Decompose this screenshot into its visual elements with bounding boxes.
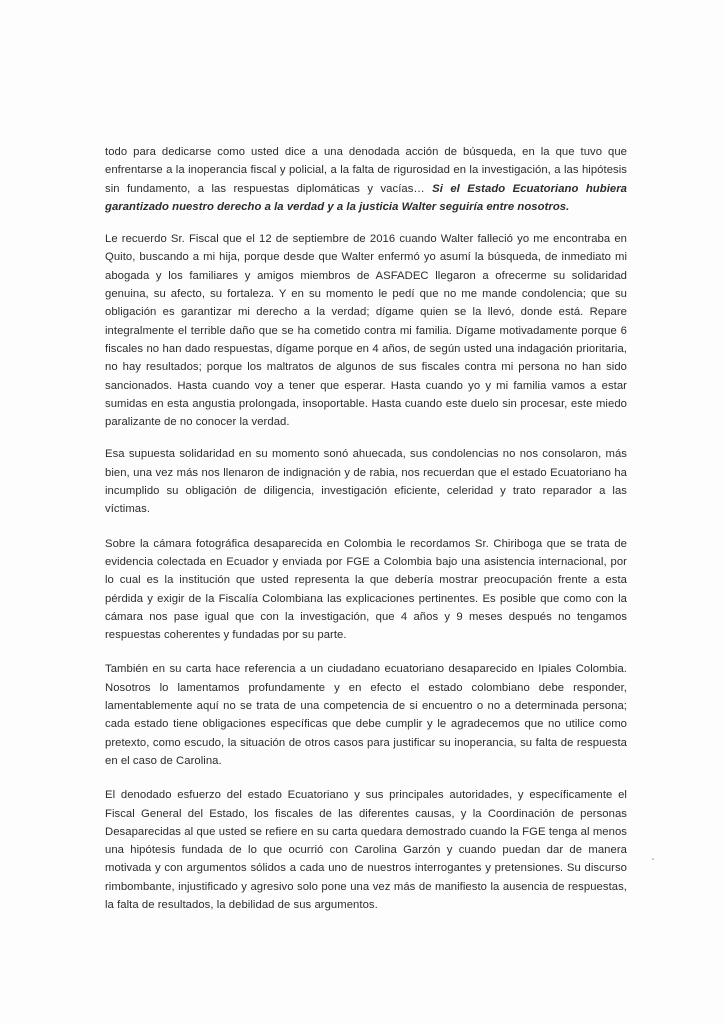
paragraph-3: Esa supuesta solidaridad en su momento sonó ahuecada, sus condolencias no nos consolaron, más bien, una vez más nos llenaron de indignación y de rabia, nos recuerdan que el estado Ecuatoriano ha incumplido su obligación de diligencia, investigación eficiente, celeridad y trato reparador a las víctimas. bbox=[105, 448, 627, 516]
paragraph-6: El denodado esfuerzo del estado Ecuatoriano y sus principales autoridades, y específicamente el Fiscal General del Estado, los fiscales de las diferentes causas, y la Coordinación de personas Desaparecidas al que usted se refiere en su carta quedara demostrado cuando la FGE tenga al menos una hipótesis fundada de lo que ocurrió con Carolina Garzón y cuando puedan dar de manera motivada y con argumentos sólidos a cada uno de nuestros interrogantes y pretensiones. Su discurso rimbombante, injustificado y agresivo solo pone una vez más de manifiesto la ausencia de respuestas, la falta de resultados, la debilidad de sus argumentos. bbox=[105, 789, 627, 911]
paragraph-2: Le recuerdo Sr. Fiscal que el 12 de septiembre de 2016 cuando Walter falleció yo me encontraba en Quito, buscando a mi hija, porque desde que Walter enfermó yo asumí la búsqueda, de inmediato mi abogada y los familiares y amigos miembros de ASFADEC llegaron a ofrecerme su solidaridad genuina, su afecto, su fortaleza. Y en su momento le pedí que no me mande condolencia; que su obligación es garantizar mi derecho a la verdad; dígame quien se la llevó, donde está. Repare integralmente el terrible daño que se ha cometido contra mi familia. Dígame motivadamente porque 6 fiscales no han dado respuestas, dígame porque en 4 años, de según usted una indagación prioritaria, no hay resultados; porque los maltratos de algunos de sus fiscales contra mi persona no han sido sancionados. Hasta cuando voy a tener que esperar. Hasta cuando yo y mi familia vamos a estar sumidas en esta angustia prolongada, insoportable. Hasta cuando este duelo sin procesar, este miedo paralizante de no conocer la verdad. bbox=[105, 233, 627, 429]
letter-body bbox=[105, 143, 627, 930]
paragraph-1-emphasis: Si el Estado Ecuatoriano hubiera garantizado nuestro derecho a la verdad y a la justicia Walter seguiría entre nosotros. bbox=[105, 182, 627, 213]
paragraph-5: También en su carta hace referencia a un ciudadano ecuatoriano desaparecido en Ipiales Colombia. Nosotros lo lamentamos profundamente y en efecto el estado colombiano debe responder, lamentablemente aquí no se trata de una competencia de si encuentro o no a determinada persona; cada estado tiene obligaciones específicas que debe cumplir y le agradecemos que no utilice como pretexto, como escudo, la situación de otros casos para justificar su inoperancia, su falta de respuesta en el caso de Carolina. bbox=[105, 663, 627, 767]
paragraph-1 bbox=[105, 143, 627, 216]
paragraph-4: Sobre la cámara fotográfica desaparecida en Colombia le recordamos Sr. Chiriboga que se trata de evidencia colectada en Ecuador y enviada por FGE a Colombia bajo una asistencia internacional, por lo cual es la institución que usted representa la que debería mostrar preocupación frente a esta pérdida y exigir de la Fiscalía Colombiana las explicaciones pertinentes. Es posible que como con la cámara nos pase igual que con la investigación, que 4 años y 9 meses después no tengamos respuestas coherentes y fundadas por su parte. bbox=[105, 537, 627, 642]
paragraph-1-text: todo para dedicarse como usted dice a una denodada acción de búsqueda, en la que tuvo que enfrentarse a la inoperancia fiscal y policial, a la falta de rigurosidad en la investigación, a las hipótesis sin fundamento, a las respuestas diplomáticas y vacías… bbox=[105, 146, 627, 195]
scan-speck bbox=[652, 858, 654, 860]
